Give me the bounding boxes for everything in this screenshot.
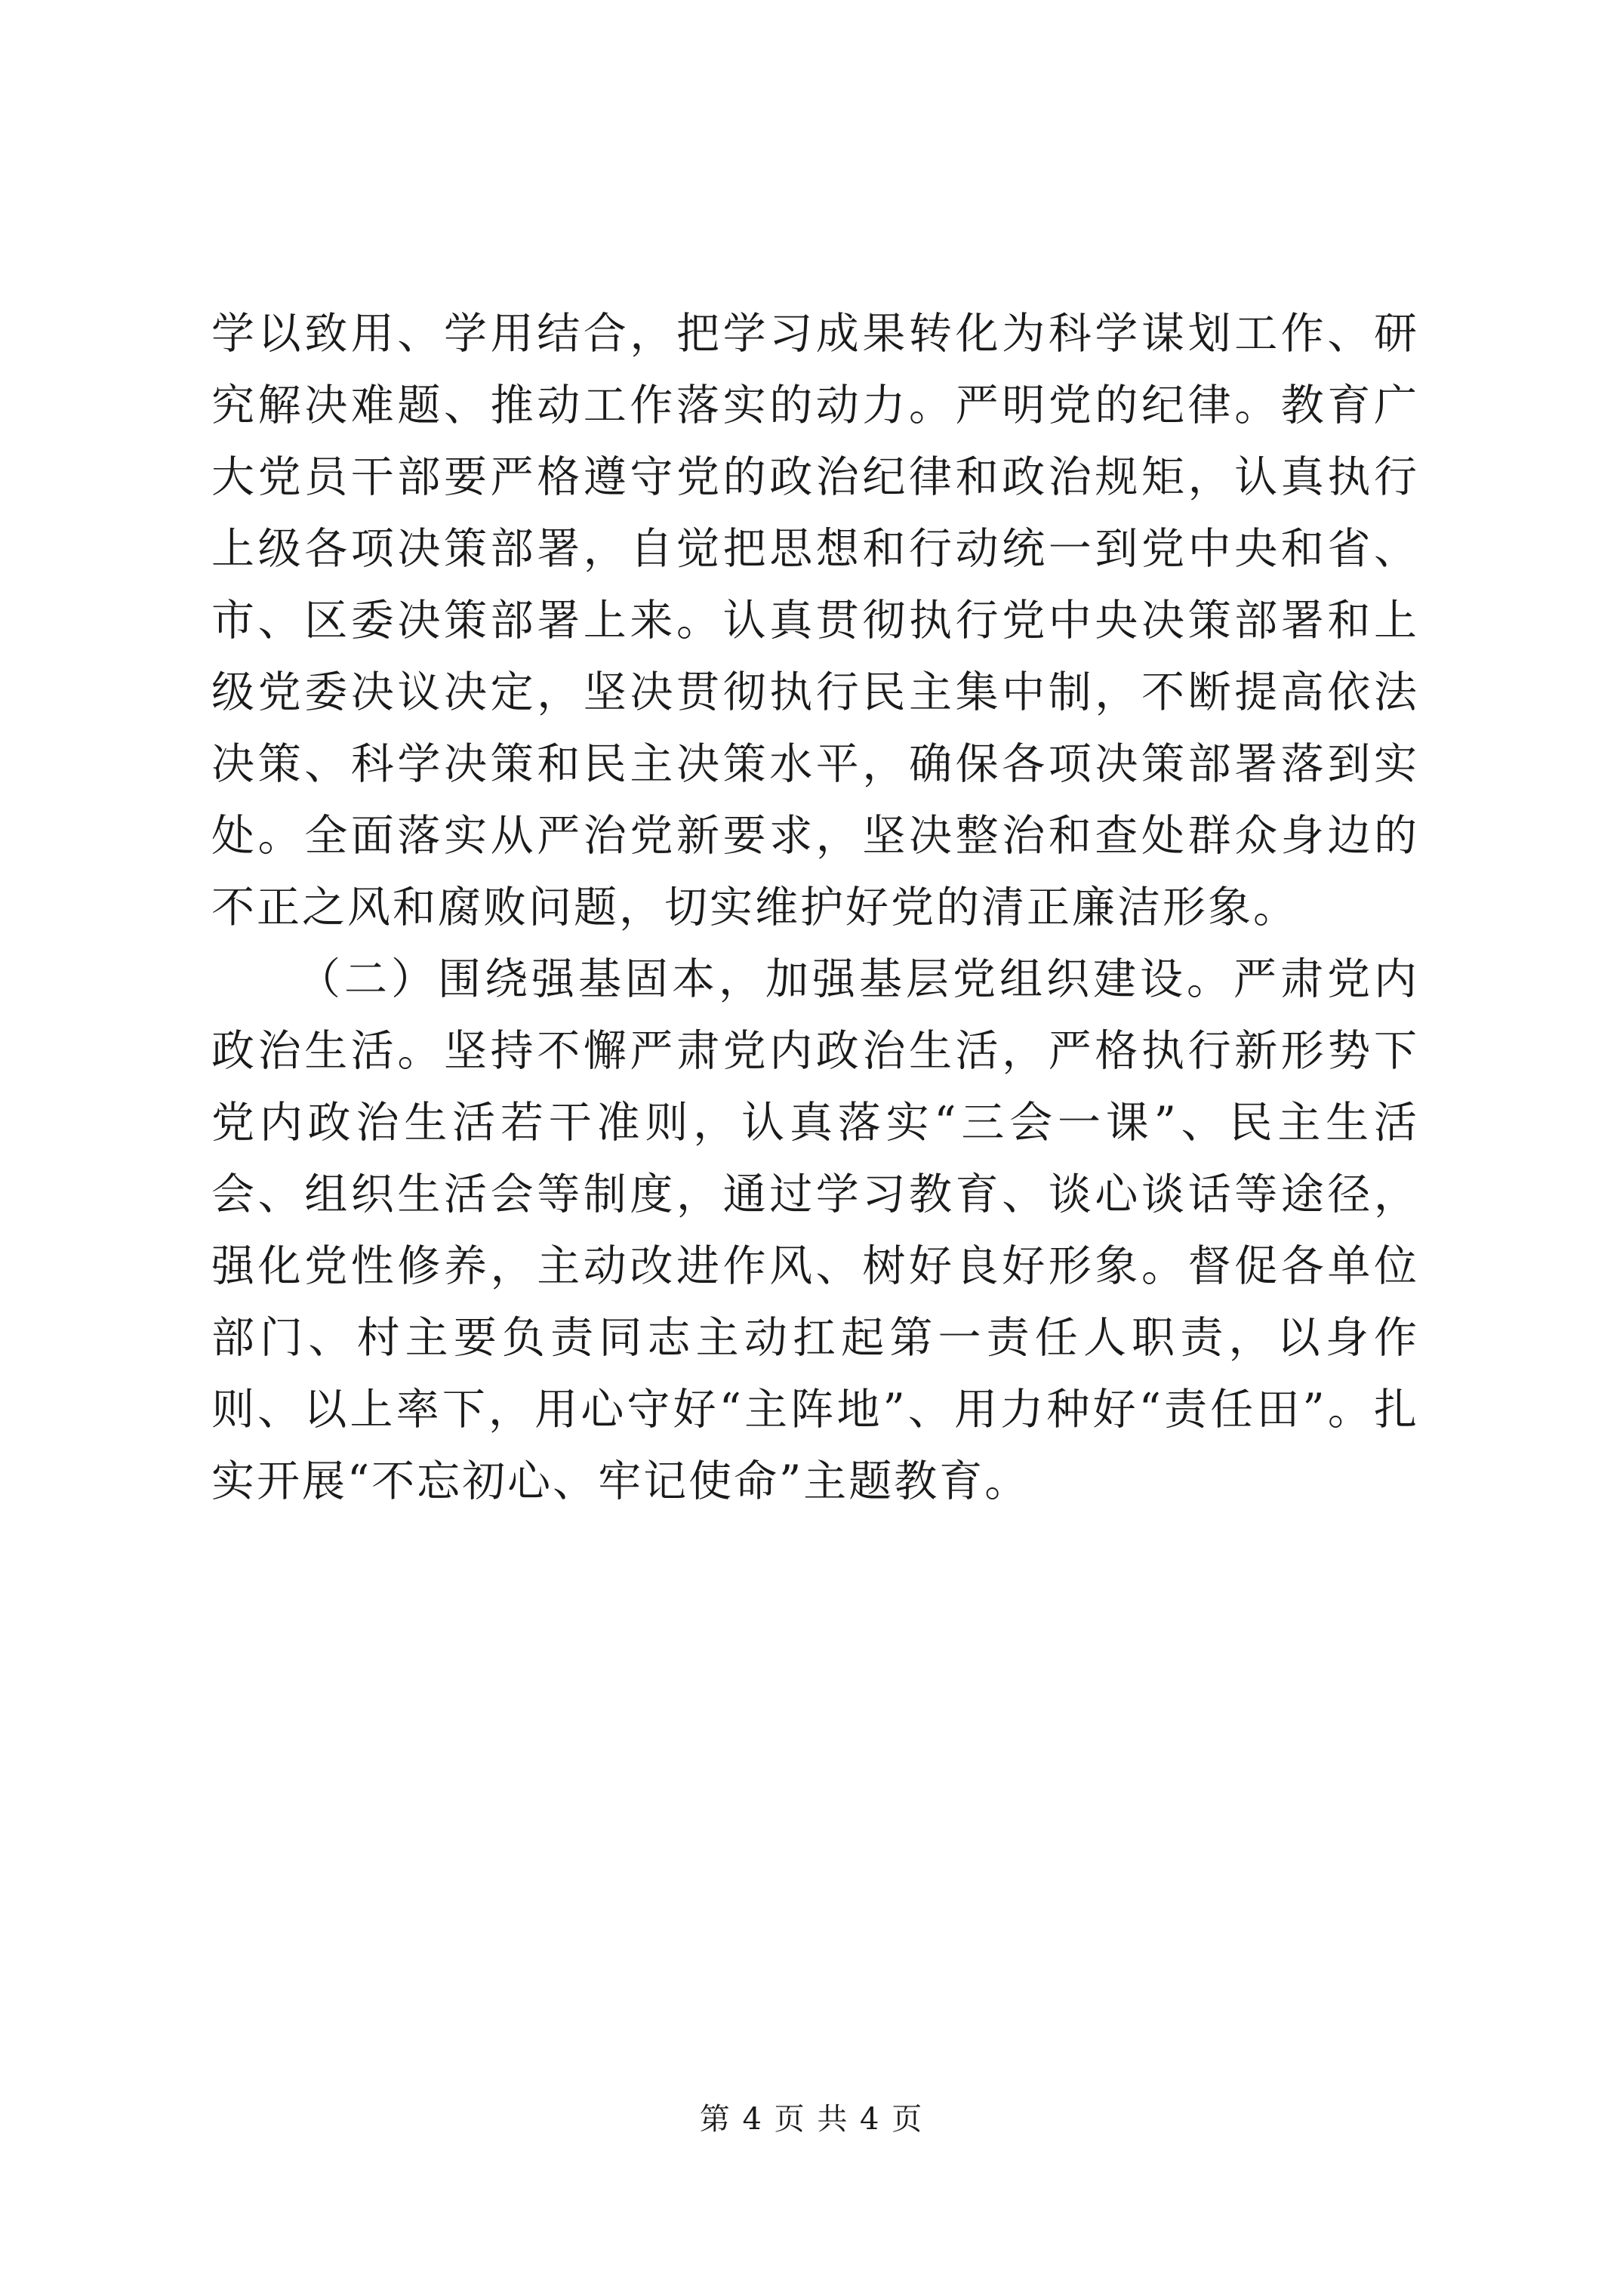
paragraph-section-two: （二）围绕强基固本，加强基层党组织建设。严肃党内政治生活。坚持不懈严肃党内政治生活，严格执行新形势下党内政治生活若干准则，认真落实“三会一课”、民主生活会、组织生活会等制度，通过学习教育、谈心谈话等途径，强化党性修养，主动改进作风、树好良好形象。督促各单位部门、村主要负责同志主动扛起第一责任人职责，以身作则、以上率下，用心守好“主阵地”、用力种好“责任田”。扎实开展“不忘初心、牢记使命”主题教育。 xyxy=(211,954,1419,1506)
document-body xyxy=(211,298,1419,1518)
page-footer: 第 4 页 共 4 页 xyxy=(699,2102,924,2137)
paragraph-continuation: 学以致用、学用结合，把学习成果转化为科学谋划工作、研究解决难题、推动工作落实的动力。严明党的纪律。教育广大党员干部要严格遵守党的政治纪律和政治规矩，认真执行上级各项决策部署，自觉把思想和行动统一到党中央和省、市、区委决策部署上来。认真贯彻执行党中央决策部署和上级党委决议决定，坚决贯彻执行民主集中制，不断提高依法决策、科学决策和民主决策水平，确保各项决策部署落到实处。全面落实从严治党新要求，坚决整治和查处群众身边的不正之风和腐败问题，切实维护好党的清正廉洁形象。 xyxy=(211,309,1419,932)
